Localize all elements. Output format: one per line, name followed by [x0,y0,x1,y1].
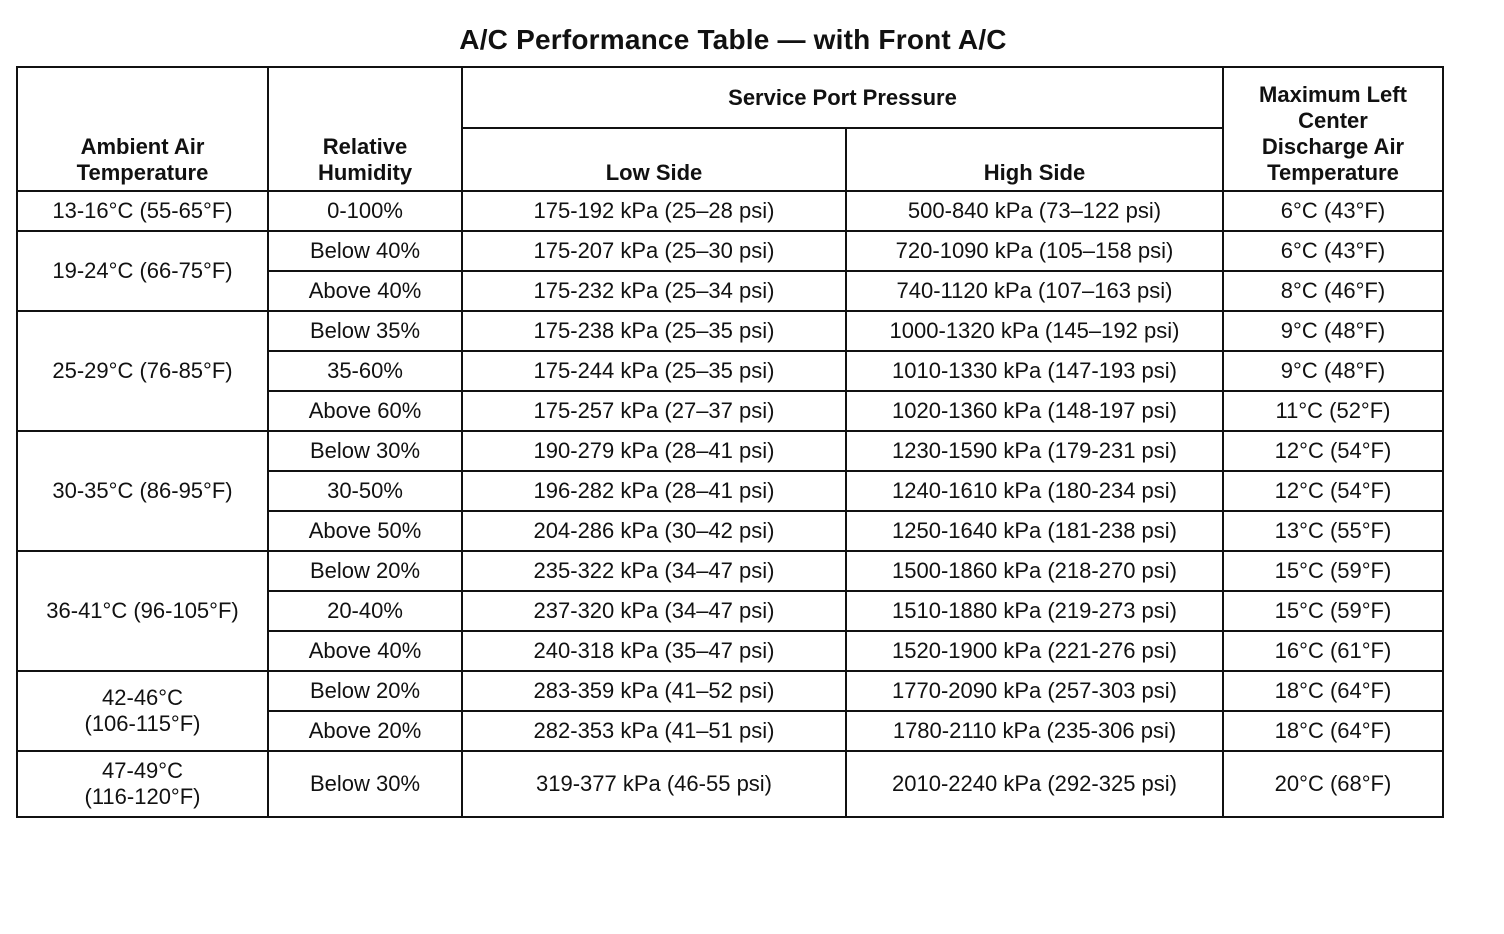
header-ambient-air-temperature [17,67,268,191]
high-side-pressure-cell: 1000-1320 kPa (145–192 psi) [846,311,1223,351]
relative-humidity-cell: 30-50% [268,471,462,511]
low-side-pressure-cell: 175-238 kPa (25–35 psi) [462,311,846,351]
low-side-pressure-cell: 240-318 kPa (35–47 psi) [462,631,846,671]
relative-humidity-cell: Below 40% [268,231,462,271]
relative-humidity-cell: Below 30% [268,751,462,817]
ambient-temperature-line: 42-46°C [102,685,183,710]
relative-humidity-cell: Below 30% [268,431,462,471]
discharge-air-temperature-cell: 9°C (48°F) [1223,311,1443,351]
high-side-pressure-cell: 2010-2240 kPa (292-325 psi) [846,751,1223,817]
table-row [17,191,1443,231]
high-side-pressure-cell: 1010-1330 kPa (147-193 psi) [846,351,1223,391]
table-row [17,671,1443,711]
header-low-side: Low Side [462,128,846,191]
discharge-air-temperature-cell: 9°C (48°F) [1223,351,1443,391]
low-side-pressure-cell: 175-257 kPa (27–37 psi) [462,391,846,431]
table-row [17,231,1443,271]
header-line: Relative [322,134,408,159]
low-side-pressure-cell: 175-244 kPa (25–35 psi) [462,351,846,391]
relative-humidity-cell: Below 35% [268,311,462,351]
high-side-pressure-cell: 1250-1640 kPa (181-238 psi) [846,511,1223,551]
discharge-air-temperature-cell: 15°C (59°F) [1223,591,1443,631]
header-relative-humidity [268,67,462,191]
discharge-air-temperature-cell: 13°C (55°F) [1223,511,1443,551]
table-row [17,551,1443,591]
ambient-temperature-line: 47-49°C [102,758,183,783]
relative-humidity-cell: Below 20% [268,671,462,711]
table-row [17,751,1443,817]
discharge-air-temperature-cell: 15°C (59°F) [1223,551,1443,591]
discharge-air-temperature-cell: 6°C (43°F) [1223,231,1443,271]
high-side-pressure-cell: 1520-1900 kPa (221-276 psi) [846,631,1223,671]
relative-humidity-cell: 35-60% [268,351,462,391]
discharge-air-temperature-cell: 12°C (54°F) [1223,471,1443,511]
ambient-temperature-cell [17,551,268,671]
relative-humidity-cell: Above 40% [268,271,462,311]
high-side-pressure-cell: 1240-1610 kPa (180-234 psi) [846,471,1223,511]
relative-humidity-cell: Above 60% [268,391,462,431]
table-row [17,431,1443,471]
discharge-air-temperature-cell: 18°C (64°F) [1223,671,1443,711]
discharge-air-temperature-cell: 8°C (46°F) [1223,271,1443,311]
low-side-pressure-cell: 319-377 kPa (46-55 psi) [462,751,846,817]
discharge-air-temperature-cell: 6°C (43°F) [1223,191,1443,231]
relative-humidity-cell: Above 20% [268,711,462,751]
ambient-temperature-cell [17,751,268,817]
table-title: A/C Performance Table — with Front A/C [459,24,1007,55]
discharge-air-temperature-cell: 18°C (64°F) [1223,711,1443,751]
relative-humidity-cell: Above 40% [268,631,462,671]
header-line: Temperature [76,160,209,185]
low-side-pressure-cell: 235-322 kPa (34–47 psi) [462,551,846,591]
high-side-pressure-cell: 740-1120 kPa (107–163 psi) [846,271,1223,311]
ambient-temperature-line: (116-120°F) [84,784,201,809]
low-side-pressure-cell: 175-192 kPa (25–28 psi) [462,191,846,231]
ambient-temperature-cell [17,231,268,311]
low-side-pressure-cell: 175-207 kPa (25–30 psi) [462,231,846,271]
ac-performance-table [16,66,1444,818]
high-side-pressure-cell: 1500-1860 kPa (218-270 psi) [846,551,1223,591]
low-side-pressure-cell: 196-282 kPa (28–41 psi) [462,471,846,511]
low-side-pressure-cell: 204-286 kPa (30–42 psi) [462,511,846,551]
ambient-temperature-line: (106-115°F) [84,711,201,736]
low-side-pressure-cell: 175-232 kPa (25–34 psi) [462,271,846,311]
low-side-pressure-cell: 283-359 kPa (41–52 psi) [462,671,846,711]
header-max-discharge-air-temperature [1223,67,1443,191]
low-side-pressure-cell: 237-320 kPa (34–47 psi) [462,591,846,631]
table-row [17,311,1443,351]
ambient-temperature-cell [17,191,268,231]
ambient-temperature-cell [17,671,268,751]
relative-humidity-cell: 20-40% [268,591,462,631]
ambient-temperature-line: 36-41°C (96-105°F) [46,598,239,623]
header-service-port-pressure: Service Port Pressure [462,67,1223,128]
header-line: Discharge Air [1261,134,1405,159]
table-body [17,191,1443,817]
high-side-pressure-cell: 500-840 kPa (73–122 psi) [846,191,1223,231]
header-line: Temperature [1267,160,1399,185]
relative-humidity-cell: 0-100% [268,191,462,231]
high-side-pressure-cell: 1020-1360 kPa (148-197 psi) [846,391,1223,431]
ambient-temperature-line: 30-35°C (86-95°F) [52,478,233,503]
high-side-pressure-cell: 720-1090 kPa (105–158 psi) [846,231,1223,271]
header-line: Humidity [317,160,413,185]
ambient-temperature-cell [17,311,268,431]
header-high-side: High Side [846,128,1223,191]
relative-humidity-cell: Below 20% [268,551,462,591]
discharge-air-temperature-cell: 12°C (54°F) [1223,431,1443,471]
header-line: Center [1298,108,1368,133]
low-side-pressure-cell: 190-279 kPa (28–41 psi) [462,431,846,471]
high-side-pressure-cell: 1770-2090 kPa (257-303 psi) [846,671,1223,711]
discharge-air-temperature-cell: 11°C (52°F) [1223,391,1443,431]
discharge-air-temperature-cell: 16°C (61°F) [1223,631,1443,671]
high-side-pressure-cell: 1780-2110 kPa (235-306 psi) [846,711,1223,751]
relative-humidity-cell: Above 50% [268,511,462,551]
ambient-temperature-line: 19-24°C (66-75°F) [52,258,233,283]
high-side-pressure-cell: 1510-1880 kPa (219-273 psi) [846,591,1223,631]
ambient-temperature-cell [17,431,268,551]
ambient-temperature-line: 13-16°C (55-65°F) [52,198,233,223]
header-line: Maximum Left [1259,82,1407,107]
header-line: Ambient Air [80,134,205,159]
low-side-pressure-cell: 282-353 kPa (41–51 psi) [462,711,846,751]
discharge-air-temperature-cell: 20°C (68°F) [1223,751,1443,817]
high-side-pressure-cell: 1230-1590 kPa (179-231 psi) [846,431,1223,471]
ambient-temperature-line: 25-29°C (76-85°F) [52,358,233,383]
